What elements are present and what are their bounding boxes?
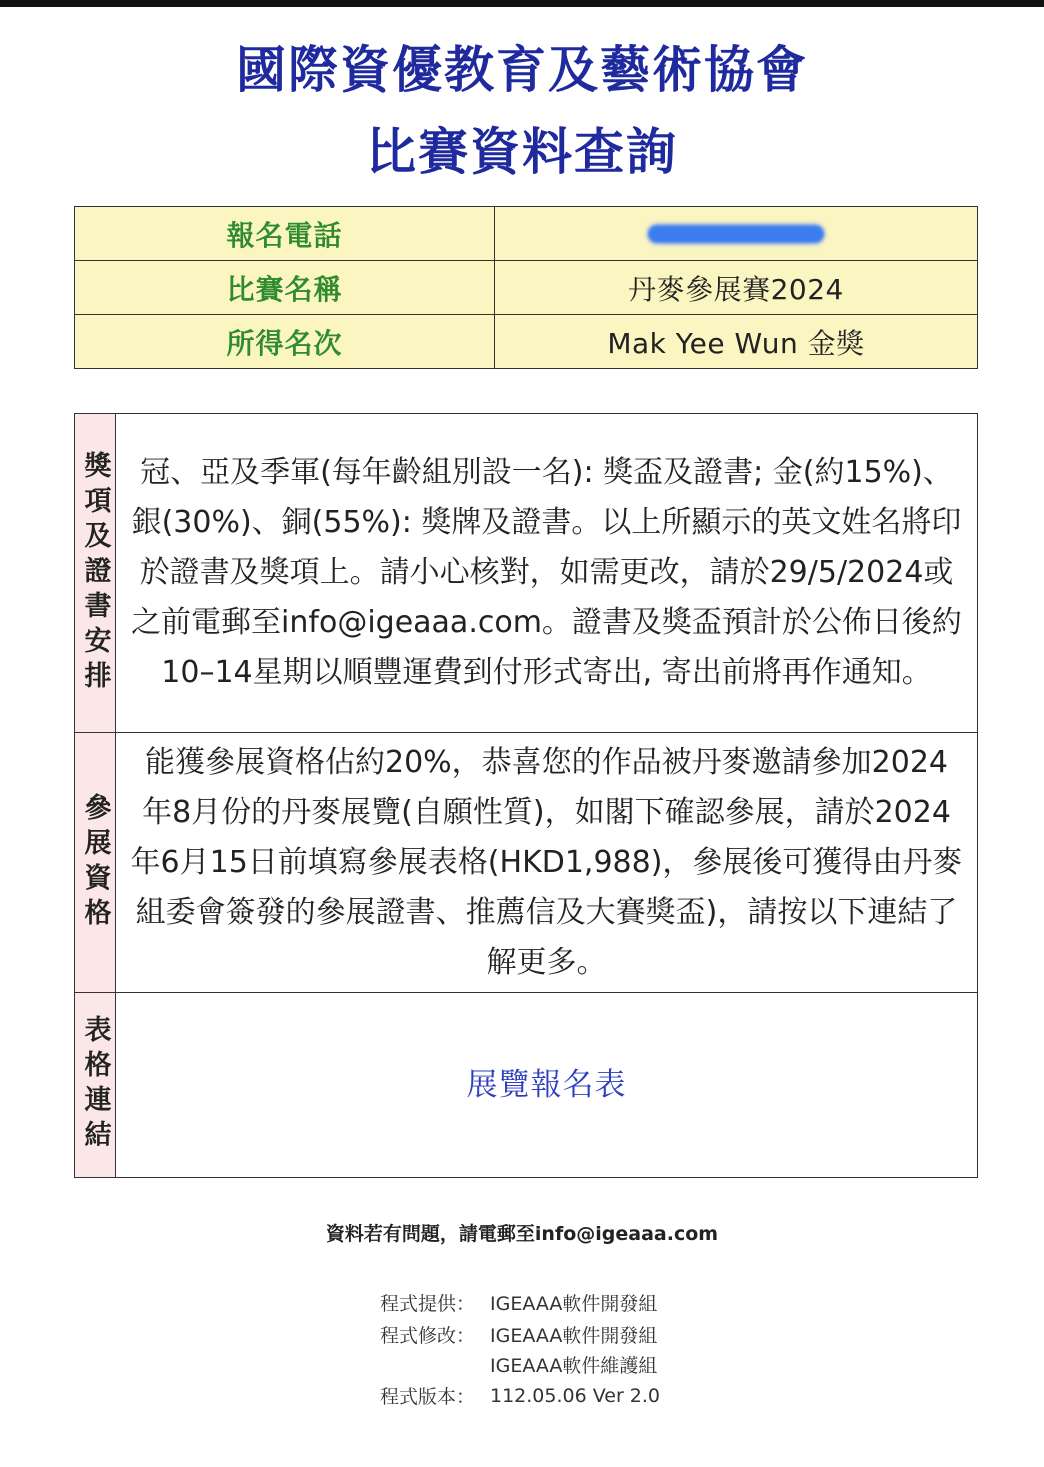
info-row-award [75,315,977,368]
redaction-mark [648,225,824,243]
credit-label: 程式提供： [380,1293,476,1315]
details-link-cell [116,993,977,1177]
details-row-form-link [75,993,977,1177]
info-label: 所得名次 [75,315,495,368]
credit-value: IGEAAA軟件維護組 [490,1354,658,1377]
info-value: Mak Yee Wun 金獎 [607,326,865,360]
credits-block [380,1286,660,1412]
details-row-exhibition-eligibility [75,733,977,993]
details-row-award-arrangement [75,414,977,733]
info-row-competition [75,261,977,315]
details-text: 能獲參展資格佔約20%，恭喜您的作品被丹麥邀請參加2024年8月份的丹麥展覽(自願性質)，如閣下確認參展，請於2024年6月15日前填寫參展表格(HKD1,988)，參展後可獲得由丹麥組委會簽發的參展證書、推薦信及大賽獎盃)，請按以下連結了解更多。 [130,744,963,980]
top-status-bar [0,0,1044,7]
details-table [74,413,978,1178]
info-label: 比賽名稱 [75,261,495,314]
credit-value: 112.05.06 Ver 2.0 [490,1384,661,1407]
credit-label: 程式修改： [380,1324,476,1347]
exhibition-form-link[interactable]: 展覽報名表 [466,1067,627,1103]
info-table [74,206,978,369]
details-text: 冠、亞及季軍(每年齡組別設一名): 獎盃及證書; 金(約15%)、銀(30%)、銅(55%): 獎牌及證書。以上所顯示的英文姓名將印於證書及獎項上。請小心核對，如需更改，請於29/5/2024或之前電郵至info@igeaaa.com。證書及獎盃預計於公佈日後約10–14星期以順豐運費到付形式寄出, 寄出前將再作通知。 [131,455,962,690]
credit-value: IGEAAA軟件開發組 [490,1324,658,1347]
info-row-phone [75,207,977,261]
page-title: 國際資優教育及藝術協會 [236,41,808,99]
credit-row [380,1286,660,1319]
credit-row [380,1379,660,1412]
details-heading: 表格連結 [75,993,116,1177]
details-heading: 參展資格 [75,733,116,992]
info-value-redacted [495,207,977,260]
details-heading: 獎項及證書安排 [75,414,116,732]
contact-note: 資料若有問題，請電郵至info@igeaaa.com [325,1223,719,1245]
credit-row [380,1349,660,1379]
page-subtitle: 比賽資料查詢 [366,123,678,181]
info-value: 丹麥參展賽2024 [628,272,844,306]
credit-row [380,1319,660,1349]
credit-label: 程式版本： [380,1386,476,1408]
info-label: 報名電話 [75,207,495,260]
credit-value: IGEAAA軟件開發組 [490,1293,658,1315]
